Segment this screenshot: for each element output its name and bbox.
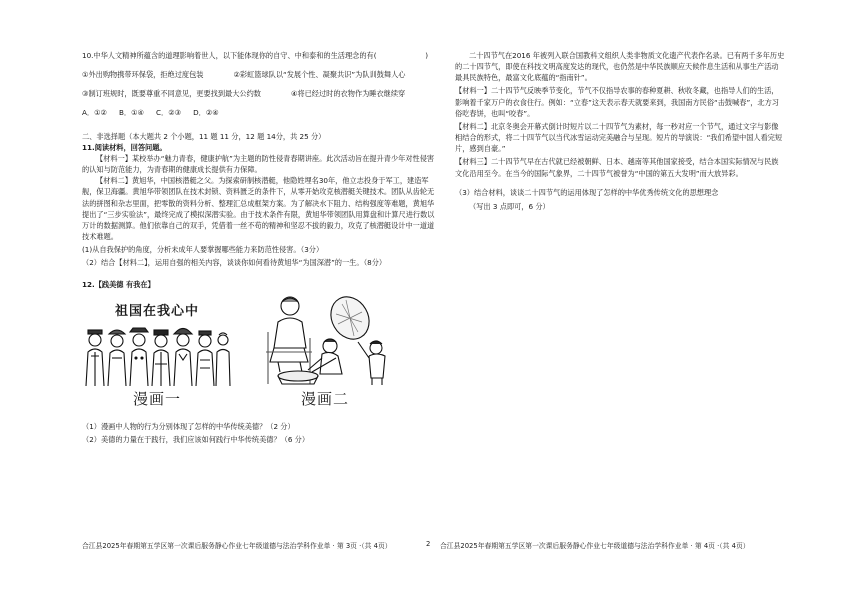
comic-2: [250, 292, 400, 411]
option-1: ①外出购物携带环保袋，拒绝过度包装: [82, 70, 204, 80]
comic-1: [82, 302, 232, 411]
answer-d: D．②④: [193, 108, 219, 118]
q12-subquestion-2: （2）美德的力量在于践行，我们应该如何践行中华传统美德？（6 分）: [82, 435, 310, 445]
question-10-stem: [82, 50, 440, 61]
question-11-title: 11.阅读材料，回答问题。: [82, 142, 167, 152]
question-12: [82, 279, 440, 446]
answer-paren: ): [425, 51, 428, 60]
question-10: [82, 50, 440, 119]
comic-2-illustration: [250, 292, 400, 386]
right-intro-paragraph: 二十四节气在2016 年被列入联合国教科文组织人类非物质文化遗产代表作名录。已有两千多年历史的二十四节气，即使在科技文明高度发达的现代，也仍然是中华民族顺应天候作息生活和从事生产活动最具民族特色，最富文化底蕴的“指南针”。: [455, 51, 785, 83]
q11-subquestion-1: (1)从自我保护的角度，分析未成年人要掌握哪些能力来防范性侵害。（3分）: [82, 245, 324, 255]
comic-2-caption: 漫画二: [300, 389, 349, 408]
right-material-1: 【材料一】二十四节气反映季节变化，节气不仅指导农事的春种夏耕、秋收冬藏，也指导人们的生活，影响着千家万户的衣食住行。例如：“立春”这天表示春天就要来到，我国南方民俗“击鼓喊春”，北方习俗吃春饼，也叫“咬春”。: [455, 86, 779, 118]
answer-c: C．②③: [156, 108, 182, 118]
right-material-2: 【材料二】北京冬奥会开幕式倒计时短片以二十四节气为素材，每一秒对应一个节气，通过文字与影像相结合的形式，将二十四节气以当代冰雪运动完美融合与呈现。短片的导演说：“我们希望中国人看完短片，感到自豪。”: [455, 121, 783, 154]
q12-subquestion-1: （1）漫画中人物的行为分别体现了怎样的中华传统美德？（2 分）: [82, 421, 295, 431]
q11-material-2: 【材料二】黄旭华，中国核潜艇之父。为探索研制核潜艇，他隐姓埋名30年，他立志投身于军工，建造军舰，保卫海疆。黄旭华带领团队在技术封锁、资料匮乏的条件下，从零开始攻克核潜艇关键技术。团队从齿轮无法的拼图和杂志里面，把零散的资料分析、整理汇总成框架方案。为了解决水下阻力、结构强度等难题，黄旭华提出了“三步实验法”，最终完成了模拟深潜实验。由于技术条件有限，黄旭华带领团队用算盘和计算尺进行数以万计的数据测算。他们依靠自己的双手，凭借着一丝不苟的精神和坚忍不拔的毅力，攻克了核潜艇设计中一道道技术难题。: [82, 176, 435, 242]
footer-right: 合江县2025年春期第五学区第一次课后服务静心作业七年级道德与法治学科作业单 · 第 4页 ·（共 4页）: [440, 542, 750, 550]
q11-material-1: 【材料一】某校举办“魅力青春，健康护航”为主题的防性侵青春期讲座。此次活动旨在提升青少年对性侵害的认知与防范能力，为青春期的健康成长提供有力保障。: [82, 153, 435, 175]
question-10-options-row-2: [82, 88, 440, 99]
footer-page-divider: 2: [426, 540, 431, 548]
right-subquestion-3-note: （写出 3 点即可，6 分）: [469, 201, 550, 211]
question-10-options-row-1: [82, 69, 440, 80]
option-2: ②彩虹篮球队以“发展个性、凝聚共识”为队训鼓舞人心: [233, 70, 406, 80]
option-3: ③制订班规时，既要尊重不同意见，更要找到最大公约数: [82, 89, 261, 99]
question-10-answers: [82, 107, 440, 118]
right-material-3: 【材料三】二十四节气早在古代就已经被朝鲜、日本、越南等其他国家接受，结合本国实际情况与民族文化沿用至今。在当今的国际气象界，二十四节气被誉为“中国的第五大发明”而大放异彩。: [455, 157, 779, 178]
right-subquestion-3: （3）结合材料，谈谈二十四节气的运用体现了怎样的中华优秀传统文化的思想理念: [455, 187, 719, 197]
answer-b: B．①④: [119, 108, 145, 118]
option-4: ④将已经过时的衣物作为睡衣继续穿: [290, 89, 406, 99]
section-2-heading: 二、非选择题（本大题共 2 个小题，11 题 11 分，12 题 14分，共 25 分）: [82, 131, 326, 141]
answer-a: A．①②: [82, 108, 107, 118]
footer-left: 合江县2025年春期第五学区第一次课后服务静心作业七年级道德与法治学科作业单 · 第 3页 ·（共 4页）: [82, 542, 392, 550]
question-11: [82, 142, 440, 269]
right-column: [455, 50, 785, 212]
left-column: [82, 50, 440, 445]
question-12-title: 12.【践美德 有我在】: [82, 279, 155, 289]
comic-1-caption: 漫画一: [132, 389, 181, 408]
question-10-text: 10.中华人文精神所蕴含的道理影响着世人，以下能体现你的自守、中和泰和的生活理念的有(: [82, 51, 377, 60]
q11-subquestion-2: （2）结合【材料二】，运用自强的相关内容，谈谈你如何看待黄旭华“为国深潜”的一生。（8分）: [82, 258, 387, 268]
comics-row: [82, 292, 440, 411]
comic-1-illustration: [82, 322, 232, 386]
comic-1-title: 祖国在我心中: [114, 303, 199, 319]
